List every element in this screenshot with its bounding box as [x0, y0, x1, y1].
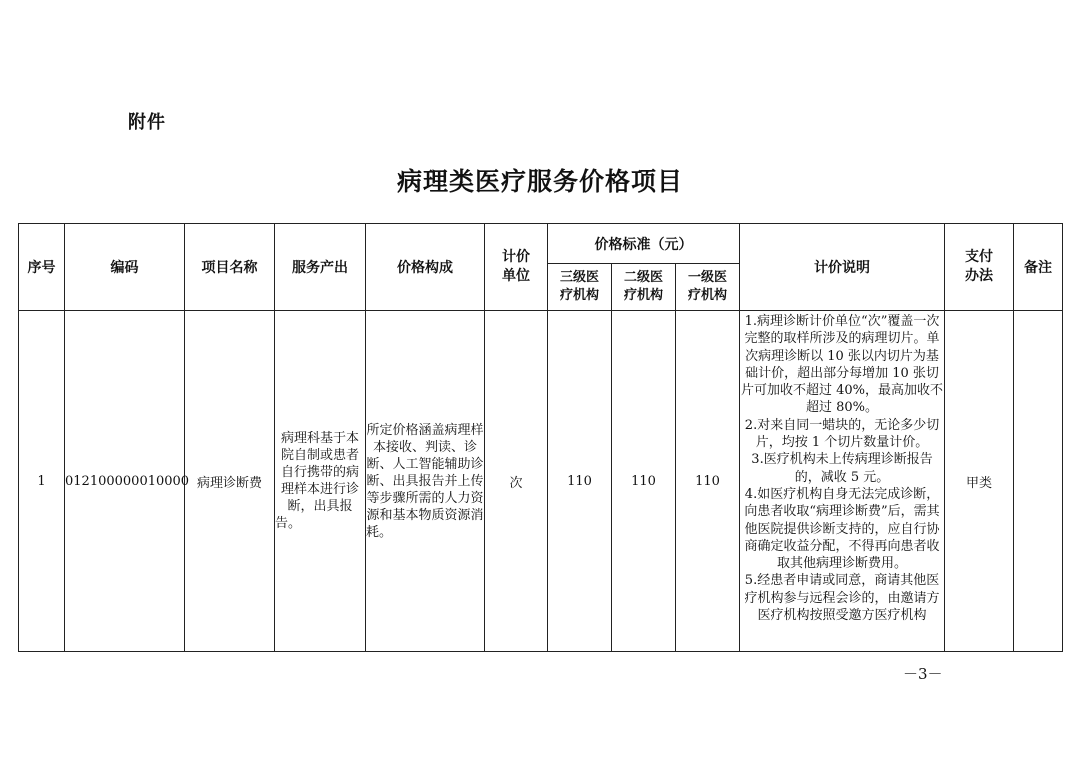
note-item-4: 4.如医疗机构自身无法完成诊断，向患者收取“病理诊断费”后，需其他医院提供诊断支持的，应自行协商确定收益分配，不得再向患者收取其他病理诊断费用。 — [744, 486, 940, 572]
cell-notes — [740, 311, 945, 652]
annex-label: 附件 — [128, 112, 166, 133]
page-number: －3－ — [903, 665, 943, 683]
cell-remark — [1014, 311, 1063, 652]
header-name: 项目名称 — [185, 224, 275, 311]
header-remark: 备注 — [1014, 224, 1063, 311]
cell-price-level3: 110 — [548, 311, 612, 652]
note-item-3: 3.医疗机构未上传病理诊断报告的，减收 5 元。 — [751, 452, 933, 485]
header-output: 服务产出 — [275, 224, 366, 311]
header-composition: 价格构成 — [366, 224, 485, 311]
header-notes: 计价说明 — [740, 224, 945, 311]
cell-output: 病理科基于本院自制或患者自行携带的病理样本进行诊断，出具报告。 — [275, 311, 366, 652]
header-seq: 序号 — [19, 224, 65, 311]
table-row — [19, 311, 1063, 652]
cell-code: 012100000010000 — [65, 311, 185, 652]
cell-name: 病理诊断费 — [185, 311, 275, 652]
note-item-5: 5.经患者申请或同意，商请其他医疗机构参与远程会诊的，由邀请方医疗机构按照受邀方医疗机构 — [744, 573, 940, 624]
header-level1: 一级医疗机构 — [676, 264, 740, 311]
note-item-1: 1.病理诊断计价单位“次”覆盖一次完整的取样所涉及的病理切片。单次病理诊断以 10 张以内切片为基础计价，超出部分每增加 10 张切片可加收不超过 40%，最高加收不超过 80%。 — [740, 314, 944, 416]
cell-price-level2: 110 — [612, 311, 676, 652]
header-code: 编码 — [65, 224, 185, 311]
header-level2: 二级医疗机构 — [612, 264, 676, 311]
note-item-2: 2.对来自同一蜡块的，无论多少切片，均按 1 个切片数量计价。 — [744, 417, 940, 451]
header-unit: 计价单位 — [485, 224, 548, 311]
header-row-1 — [19, 224, 1063, 264]
header-level3: 三级医疗机构 — [548, 264, 612, 311]
header-price-standard: 价格标准（元） — [548, 224, 740, 264]
header-payment: 支付办法 — [945, 224, 1014, 311]
page-title: 病理类医疗服务价格项目 — [396, 167, 683, 196]
cell-payment: 甲类 — [945, 311, 1014, 652]
cell-seq: 1 — [19, 311, 65, 652]
cell-composition: 所定价格涵盖病理样本接收、判读、诊断、人工智能辅助诊断、出具报告并上传等步骤所需的人力资源和基本物质资源消耗。 — [366, 311, 485, 652]
price-table — [18, 223, 1063, 652]
cell-unit: 次 — [485, 311, 548, 652]
cell-price-level1: 110 — [676, 311, 740, 652]
